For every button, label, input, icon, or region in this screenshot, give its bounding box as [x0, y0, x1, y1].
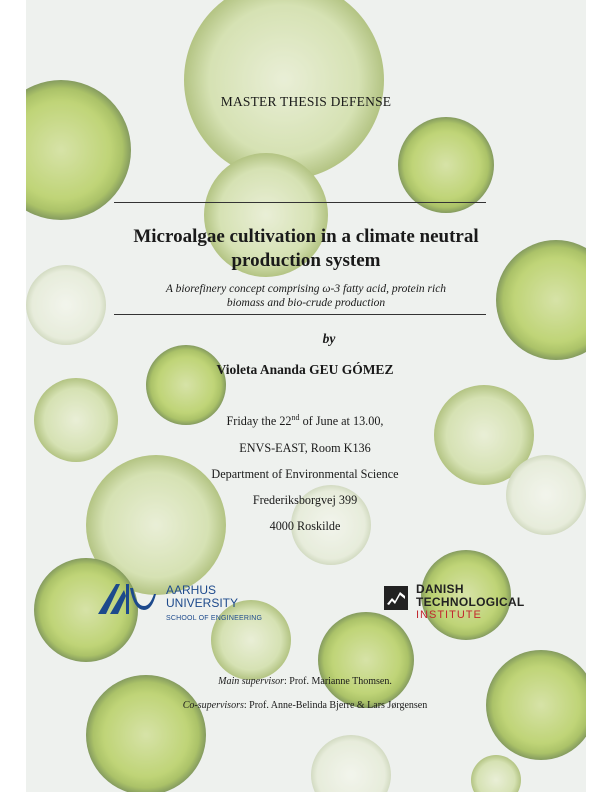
by-label: by [322, 331, 336, 346]
thesis-subtitle [0, 282, 612, 310]
aarhus-line-1: AARHUS [166, 583, 217, 597]
co-supervisors-names: : Prof. Anne-Belinda Bjerre & Lars Jørgensen [243, 700, 428, 711]
event-date-ordinal: nd [291, 412, 300, 422]
co-supervisors [120, 700, 490, 711]
dti-logo-mark-icon [384, 586, 408, 610]
event-room: ENVS-EAST, Room K136 [239, 441, 371, 455]
main-supervisor [150, 676, 460, 687]
event-city: 4000 Roskilde [269, 519, 341, 533]
subtitle-line-2: biomass and bio-crude production [226, 297, 386, 309]
dti-line-3: INSTITUTE [416, 609, 482, 621]
event-department: Department of Environmental Science [211, 467, 399, 481]
aarhus-university-logo [96, 580, 276, 628]
title-line-2: production system [231, 250, 381, 271]
title-line-1: Microalgae cultivation in a climate neutral [133, 226, 479, 247]
event-date [150, 414, 460, 429]
danish-technological-institute-logo [384, 583, 544, 627]
subtitle-line-1: A biorefinery concept comprising ω-3 fatty acid, protein rich [165, 283, 447, 295]
event-date-prefix: Friday the 22 [226, 414, 292, 428]
aarhus-line-2: UNIVERSITY [166, 596, 239, 610]
document-kicker: MASTER THESIS DEFENSE [220, 94, 392, 109]
dti-line-2: TECHNOLOGICAL [416, 595, 525, 609]
event-date-suffix: of June at 13.00, [299, 414, 384, 428]
dti-line-1: DANISH [416, 582, 464, 596]
title-bottom-rule [114, 314, 486, 315]
main-supervisor-name: : Prof. Marianne Thomsen. [283, 676, 392, 687]
aarhus-logo-mark-icon [96, 582, 158, 616]
main-supervisor-label: Main supervisor [218, 676, 284, 687]
event-street: Frederiksborgvej 399 [252, 493, 358, 507]
thesis-title [0, 225, 612, 273]
co-supervisors-label: Co-supervisors [182, 700, 244, 711]
author-name: Violeta Ananda GEU GÓMEZ [216, 362, 394, 377]
title-top-rule [114, 202, 486, 203]
aarhus-school: SCHOOL OF ENGINEERING [166, 615, 263, 622]
